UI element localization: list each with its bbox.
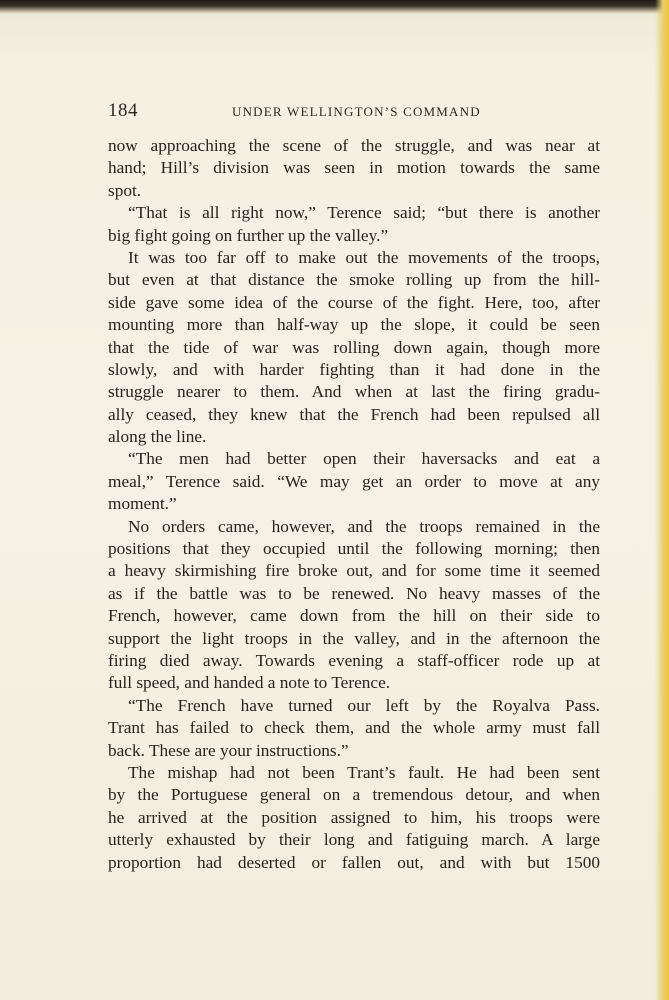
- text-line: full speed, and handed a note to Terence.: [108, 673, 391, 693]
- text-line: but even at that distance the smoke rolling up from the hill-: [108, 270, 600, 290]
- text-line: “The French have turned our left by the Royalva Pass.: [128, 695, 600, 715]
- text-line: proportion had deserted or fallen out, and with but 1500: [108, 852, 600, 872]
- text-line: No orders came, however, and the troops remained in the: [128, 516, 600, 536]
- text-line: along the line.: [108, 427, 207, 447]
- page-right-edge: [655, 0, 669, 1000]
- text-line: It was too far off to make out the movements of the troops,: [128, 247, 600, 267]
- text-line: a heavy skirmishing fire broke out, and for some time it seemed: [108, 561, 600, 581]
- text-line: hand; Hill’s division was seen in motion towards the same: [108, 158, 600, 178]
- text-line: “The men had better open their haversacks and eat a: [128, 449, 600, 469]
- running-head: UNDER WELLINGTON’S COMMAND: [232, 104, 481, 119]
- text-line: positions that they occupied until the following morning; then: [108, 539, 600, 559]
- text-line: by the Portuguese general on a tremendous detour, and when: [108, 785, 600, 805]
- text-line: mounting more than half-way up the slope, it could be seen: [108, 315, 600, 335]
- text-line: ally ceased, they knew that the French had been repulsed all: [108, 404, 600, 424]
- text-line: struggle nearer to them. And when at last the firing gradu-: [108, 382, 600, 402]
- text-line: utterly exhausted by their long and fatiguing march. A large: [108, 830, 600, 850]
- page-number: 184: [108, 100, 138, 121]
- text-line: he arrived at the position assigned to him, his troops were: [108, 807, 600, 827]
- text-line: slowly, and with harder fighting than it had done in the: [108, 359, 600, 379]
- text-line: moment.”: [108, 494, 177, 514]
- text-line: French, however, came down from the hill on their side to: [108, 606, 600, 626]
- text-line: Trant has failed to check them, and the whole army must fall: [108, 718, 600, 738]
- text-line: side gave some idea of the course of the fight. Here, too, after: [108, 292, 600, 312]
- text-line: back. These are your instructions.”: [108, 740, 349, 760]
- text-line: spot.: [108, 180, 142, 200]
- text-line: meal,” Terence said. “We may get an order to move at any: [108, 471, 600, 491]
- text-line: support the light troops in the valley, and in the afternoon the: [108, 628, 600, 648]
- text-line: firing died away. Towards evening a staff-officer rode up at: [108, 650, 600, 670]
- page-header: [108, 100, 600, 124]
- text-line: now approaching the scene of the struggle, and was near at: [108, 136, 600, 155]
- text-line: that the tide of war was rolling down again, though more: [108, 337, 600, 357]
- page-top-shadow: [0, 0, 669, 14]
- body-text: [108, 135, 600, 874]
- text-line: “That is all right now,” Terence said; “but there is another: [128, 203, 600, 223]
- text-line: big fight going on further up the valley.”: [108, 225, 389, 245]
- text-line: as if the battle was to be renewed. No heavy masses of the: [108, 583, 600, 603]
- text-line: The mishap had not been Trant’s fault. He had been sent: [128, 762, 600, 782]
